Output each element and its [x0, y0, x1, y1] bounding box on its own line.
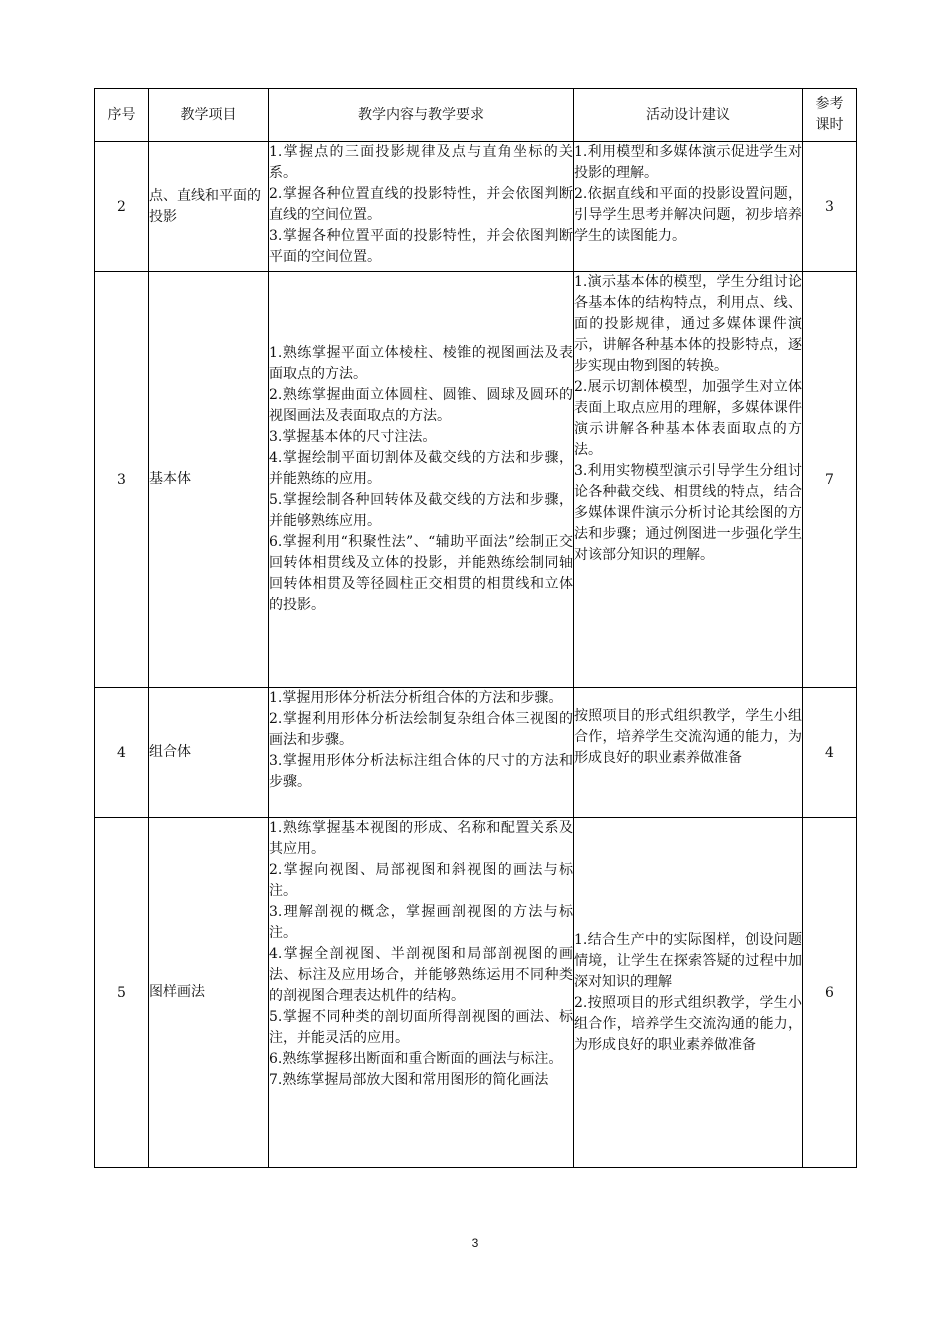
activity-item: 2.展示切割体模型，加强学生对立体表面上取点应用的理解，多媒体课件演示讲解各种基本体表面取点的方法。 — [574, 379, 802, 458]
row-hours: 4 — [803, 688, 857, 818]
row-content — [269, 272, 574, 688]
row-hours: 3 — [803, 142, 857, 272]
content-item: 4.掌握全剖视图、半剖视图和局部剖视图的画法、标注及应用场合，并能够熟练运用不同种类的剖视图合理表达机件的结构。 — [269, 946, 573, 1004]
row-content — [269, 818, 574, 1168]
activity-item: 按照项目的形式组织教学，学生小组合作，培养学生交流沟通的能力，为形成良好的职业素养做准备 — [574, 708, 802, 766]
activity-item: 1.结合生产中的实际图样，创设问题情境，让学生在探索答疑的过程中加深对知识的理解 — [574, 931, 802, 990]
content-item: 7.熟练掌握局部放大图和常用图形的简化画法 — [269, 1072, 549, 1088]
row-content — [269, 142, 574, 272]
row-project: 基本体 — [149, 272, 269, 688]
row-num: 2 — [95, 142, 149, 272]
activity-item: 1.演示基本体的模型，学生分组讨论各基本体的结构特点，利用点、线、面的投影规律，通过多媒体课件演示，讲解各种基本体的投影特点，逐步实现由物到图的转换。 — [574, 274, 802, 374]
page-number: 3 — [471, 1236, 479, 1250]
content-item: 1.掌握点的三面投影规律及点与直角坐标的关系。 — [269, 144, 573, 181]
header-project: 教学项目 — [149, 89, 269, 142]
header-num: 序号 — [95, 89, 149, 142]
row-num: 3 — [95, 272, 149, 688]
row-num: 5 — [95, 818, 149, 1168]
row-content — [269, 688, 574, 818]
table-row — [95, 272, 857, 688]
header-hours-line2: 课时 — [815, 117, 844, 133]
content-item: 1.熟练掌握平面立体棱柱、棱锥的视图画法及表面取点的方法。 — [269, 345, 573, 382]
row-hours: 6 — [803, 818, 857, 1168]
row-activity — [574, 142, 803, 272]
header-content: 教学内容与教学要求 — [269, 89, 574, 142]
row-activity — [574, 272, 803, 688]
content-item: 5.掌握绘制各种回转体及截交线的方法和步骤，并能够熟练应用。 — [269, 492, 573, 529]
row-project: 图样画法 — [149, 818, 269, 1168]
content-item: 6.掌握利用“积聚性法”、“辅助平面法”绘制正交回转体相贯线及立体的投影，并能熟练绘制同轴回转体相贯及等径圆柱正交相贯的相贯线和立体的投影。 — [269, 534, 573, 613]
row-project: 组合体 — [149, 688, 269, 818]
content-item: 1.掌握用形体分析法分析组合体的方法和步骤。 — [269, 690, 563, 706]
table-header-row — [95, 89, 857, 142]
content-item: 3.掌握基本体的尺寸注法。 — [269, 429, 437, 445]
header-hours-line1: 参考 — [815, 96, 844, 112]
activity-item: 2.依据直线和平面的投影设置问题，引导学生思考并解决问题，初步培养学生的读图能力。 — [574, 186, 802, 244]
row-num: 4 — [95, 688, 149, 818]
table-row — [95, 818, 857, 1168]
content-item: 6.熟练掌握移出断面和重合断面的画法与标注。 — [269, 1051, 563, 1067]
row-hours: 7 — [803, 272, 857, 688]
curriculum-table — [94, 88, 857, 1168]
activity-item: 1.利用模型和多媒体演示促进学生对投影的理解。 — [574, 144, 802, 181]
content-item: 2.掌握利用形体分析法绘制复杂组合体三视图的画法和步骤。 — [269, 711, 573, 748]
content-item: 2.熟练掌握曲面立体圆柱、圆锥、圆球及圆环的视图画法及表面取点的方法。 — [269, 387, 573, 424]
row-project: 点、直线和平面的投影 — [149, 142, 269, 272]
table-row — [95, 688, 857, 818]
row-activity — [574, 688, 803, 818]
header-hours — [803, 89, 857, 142]
table-row — [95, 142, 857, 272]
activity-item: 2.按照项目的形式组织教学，学生小组合作，培养学生交流沟通的能力，为形成良好的职业素养做准备 — [574, 994, 802, 1053]
content-item: 2.掌握向视图、局部视图和斜视图的画法与标注。 — [269, 862, 573, 899]
content-item: 3.掌握各种位置平面的投影特性，并会依图判断平面的空间位置。 — [269, 228, 573, 265]
content-item: 4.掌握绘制平面切割体及截交线的方法和步骤，并能熟练的应用。 — [269, 450, 573, 487]
content-item: 3.掌握用形体分析法标注组合体的尺寸的方法和步骤。 — [269, 753, 573, 790]
content-item: 3.理解剖视的概念，掌握画剖视图的方法与标注。 — [269, 904, 573, 941]
content-item: 1.熟练掌握基本视图的形成、名称和配置关系及其应用。 — [269, 820, 573, 857]
content-item: 5.掌握不同种类的剖切面所得剖视图的画法、标注，并能灵活的应用。 — [269, 1009, 573, 1046]
activity-item: 3.利用实物模型演示引导学生分组讨论各种截交线、相贯线的特点，结合多媒体课件演示分析讨论其绘图的方法和步骤；通过例图进一步强化学生对该部分知识的理解。 — [574, 463, 802, 563]
row-activity — [574, 818, 803, 1168]
header-activity: 活动设计建议 — [574, 89, 803, 142]
content-item: 2.掌握各种位置直线的投影特性，并会依图判断直线的空间位置。 — [269, 186, 573, 223]
